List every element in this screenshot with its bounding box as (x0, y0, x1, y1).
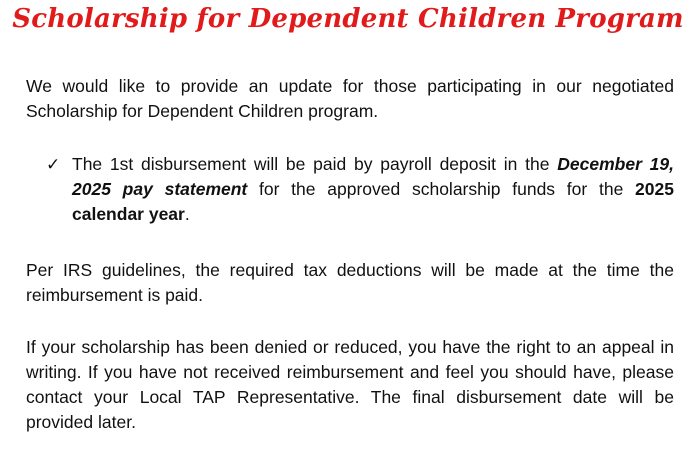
appeal-paragraph: If your scholarship has been denied or reduced, you have the right to an appeal in writing. If you have not received reimbursement and feel you should have, please contact your Local TAP Representative. The final disbursement date will be provided later. (26, 337, 674, 432)
calendar-year: 2025 calendar year (72, 179, 674, 224)
bullet-text-part3: . (184, 204, 190, 224)
bullet-text-part2: for the approved scholarship funds for the (247, 179, 636, 199)
bullet-text (72, 152, 674, 227)
checkmark-icon: ✓ (46, 155, 61, 174)
intro-paragraph: We would like to provide an update for those participating in our negotiated Scholarship for Dependent Children program. (26, 76, 674, 121)
page-title: Scholarship for Dependent Children Program (12, 4, 684, 34)
pay-statement-date: December 19, 2025 pay statement (72, 154, 674, 199)
irs-paragraph: Per IRS guidelines, the required tax deductions will be made at the time the reimbursement is paid. (26, 260, 674, 305)
bullet-item (46, 152, 674, 227)
bullet-text-part1: The 1st disbursement will be paid by payroll deposit in the (72, 154, 558, 174)
